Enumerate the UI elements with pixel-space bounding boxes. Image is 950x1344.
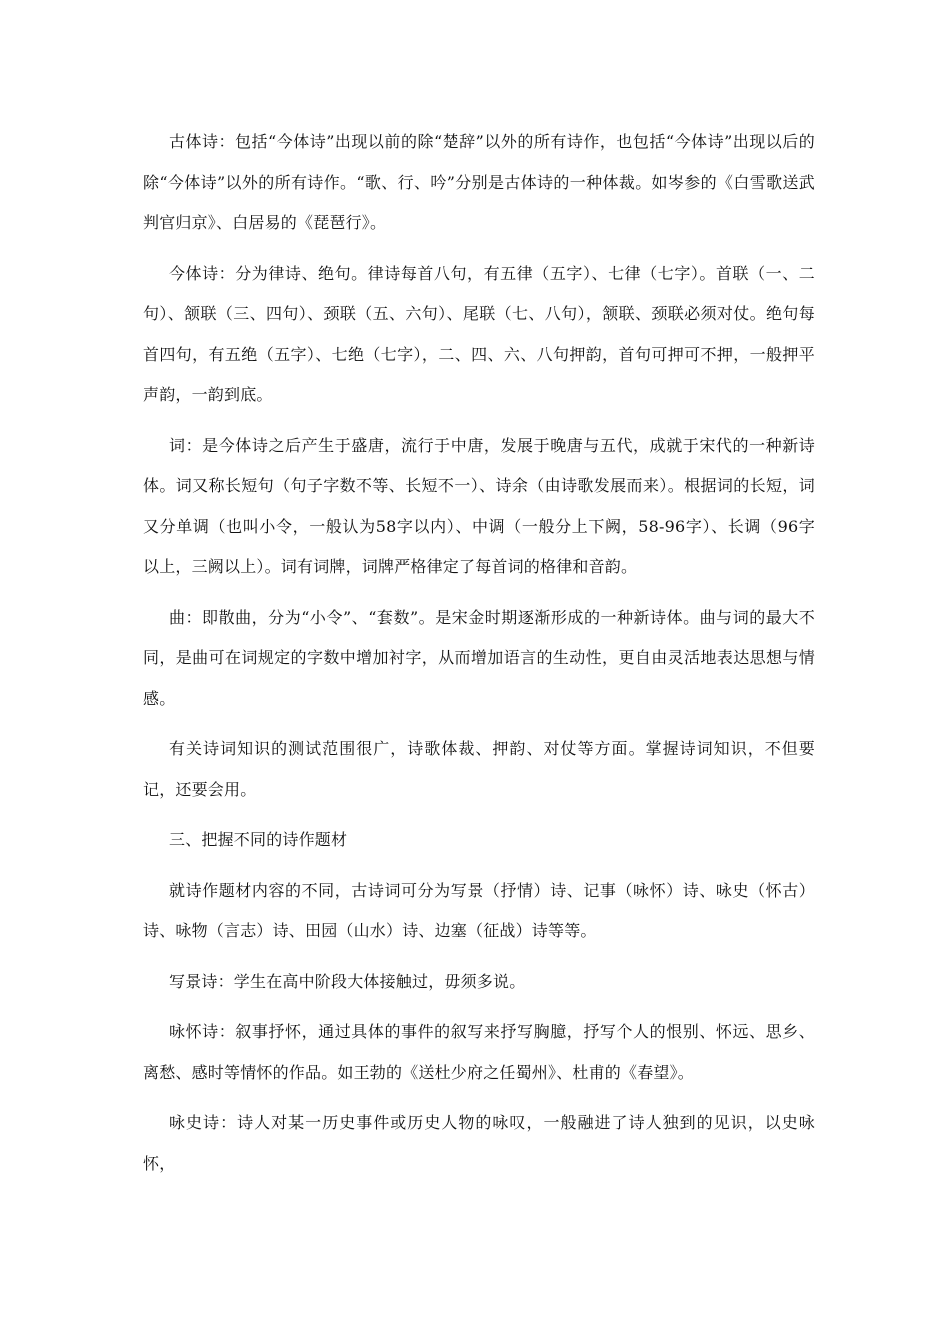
paragraph-testing-scope: 有关诗词知识的测试范围很广，诗歌体裁、押韵、对仗等方面。掌握诗词知识，不但要记，还要会用。 — [143, 739, 815, 799]
paragraph-theme-categories: 就诗作题材内容的不同，古诗词可分为写景（抒情）诗、记事（咏怀）诗、咏史（怀古）诗、咏物（言志）诗、田园（山水）诗、边塞（征战）诗等等。 — [143, 880, 815, 940]
paragraph-ci-poetry: 词：是今体诗之后产生于盛唐，流行于中唐，发展于晚唐与五代，成就于宋代的一种新诗体。词又称长短句（句子字数不等、长短不一）、诗余（由诗歌发展而来）。根据词的长短，词又分单调（也叫小令，一般认为58字以内）、中调（一般分上下阙，58-96字）、长调（96字以上，三阙以上）。词有词牌，词牌严格律定了每首词的格律和音韵。 — [143, 435, 815, 576]
paragraph-narrative-poetry: 咏怀诗：叙事抒怀，通过具体的事件的叙写来抒写胸臆，抒写个人的恨别、怀远、思乡、离愁、感时等情怀的作品。如王勃的《送杜少府之任蜀州》、杜甫的《春望》。 — [143, 1022, 815, 1082]
paragraph-historical-poetry: 咏史诗：诗人对某一历史事件或历史人物的咏叹，一般融进了诗人独到的见识，以史咏怀， — [143, 1113, 815, 1173]
paragraph-modern-style-poetry: 今体诗：分为律诗、绝句。律诗每首八句，有五律（五字）、七律（七字）。首联（一、二句）、颔联（三、四句）、颈联（五、六句）、尾联（七、八句），颔联、颈联必须对仗。绝句每首四句，有五绝（五字）、七绝（七字），二、四、六、八句押韵，首句可押可不押，一般押平声韵，一韵到底。 — [143, 263, 815, 404]
paragraph-ancient-style-poetry: 古体诗：包括“今体诗”出现以前的除“楚辞”以外的所有诗作，也包括“今体诗”出现以后的除“今体诗”以外的所有诗作。“歌、行、吟”分别是古体诗的一种体裁。如岑参的《白雪歌送武判官归京》、白居易的《琵琶行》。 — [143, 132, 815, 232]
document-body — [143, 122, 815, 1194]
paragraph-qu-poetry: 曲：即散曲，分为“小令”、“套数”。是宋金时期逐渐形成的一种新诗体。曲与词的最大不同，是曲可在词规定的字数中增加衬字，从而增加语言的生动性，更自由灵活地表达思想与情感。 — [143, 607, 815, 708]
paragraph-landscape-poetry: 写景诗：学生在高中阶段大体接触过，毋须多说。 — [169, 971, 526, 991]
section-heading-poetry-themes: 三、把握不同的诗作题材 — [169, 830, 348, 849]
